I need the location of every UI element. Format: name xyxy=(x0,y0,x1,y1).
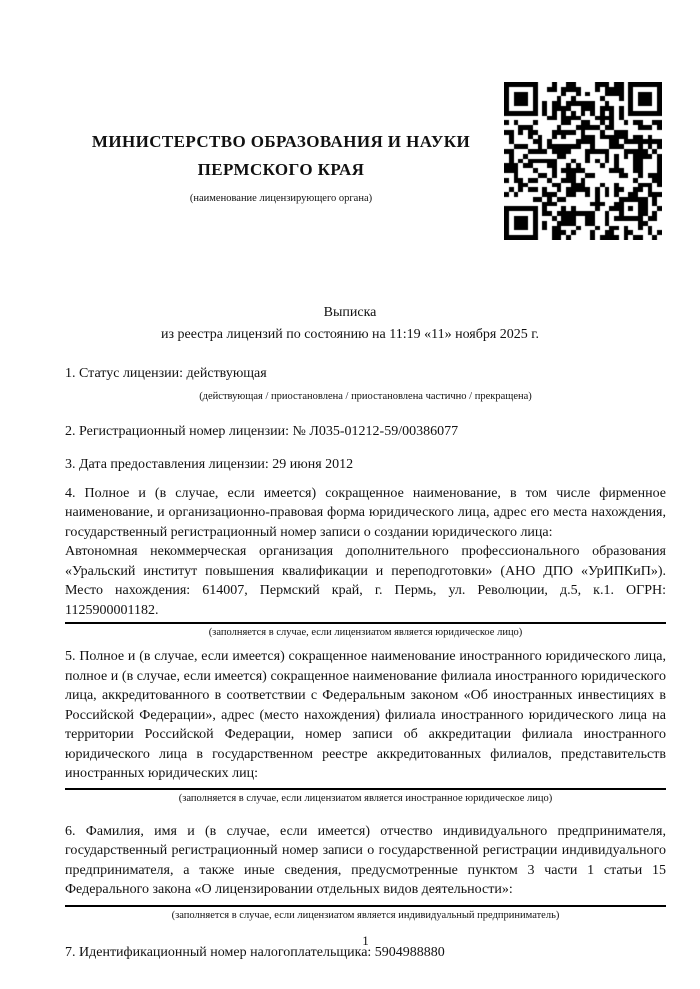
document-title-line1: Выписка xyxy=(323,305,377,320)
document-body xyxy=(0,364,700,962)
document-title-line2: из реестра лицензий по состоянию на 11:19 «11» ноября 2025 г. xyxy=(161,327,539,342)
registration-number-line: 2. Регистрационный номер лицензии: № Л035-01212-59/00386077 xyxy=(65,423,459,439)
page-number: 1 xyxy=(362,933,369,948)
foreign-entity-question: 5. Полное и (в случае, если имеется) сокращенное наименование иностранного юридического лица, полное и (в случае, если имеется) сокращенное наименование филиала иностранного юридического лица, аккредитованного в соответствии с Федеральным законом «Об иностранных инвестициях в Российской Федерации», адрес (место нахождения) филиала иностранного юридического лица на территории Российской Федерации, номер записи об аккредитации филиала иностранного юридического лица в государственном реестре аккредитованных филиалов, представительств иностранных юридических лиц: xyxy=(65,649,666,781)
ministry-caption: (наименование лицензирующего органа) xyxy=(189,193,373,204)
licensing-authority-block xyxy=(65,128,497,205)
document-header xyxy=(0,0,700,240)
individual-entrepreneur-fill-rule xyxy=(65,905,666,907)
foreign-entity-fill-rule xyxy=(65,788,666,790)
ministry-name-line1: МИНИСТЕРСТВО ОБРАЗОВАНИЯ И НАУКИ xyxy=(91,132,471,151)
qr-code-canvas xyxy=(504,82,662,240)
foreign-entity-note: (заполняется в случае, если лицензиатом является иностранное юридическое лицо) xyxy=(178,792,553,804)
ministry-name-line2: ПЕРМСКОГО КРАЯ xyxy=(197,160,365,179)
license-status-line: 1. Статус лицензии: действующая xyxy=(65,366,267,381)
individual-entrepreneur-question: 6. Фамилия, имя и (в случае, если имеется) отчество индивидуального предпринимателя, государственный регистрационный номер записи о государственной регистрации индивидуального предпринимателя, а также иные сведения, предусмотренные пунктом 3 части 1 статьи 15 Федерального закона «О лицензировании отдельных видов деятельности»: xyxy=(65,823,666,897)
legal-entity-fill-rule xyxy=(65,622,666,624)
qr-code xyxy=(504,82,662,240)
taxpayer-id-line: 7. Идентификационный номер налогоплательщика: 5904988880 xyxy=(65,944,445,960)
legal-entity-question: 4. Полное и (в случае, если имеется) сокращенное наименование, в том числе фирменное наименование, и организационно-правовая форма юридического лица, адрес его места нахождения, государственный регистрационный номер записи о создании юридического лица: xyxy=(65,485,666,540)
license-status-options-note: (действующая / приостановлена / приостановлена частично / прекращена) xyxy=(199,390,532,402)
individual-entrepreneur-note: (заполняется в случае, если лицензиатом является индивидуальный предприниматель) xyxy=(171,909,560,921)
grant-date-line: 3. Дата предоставления лицензии: 29 июня 2012 xyxy=(65,457,354,472)
legal-entity-note: (заполняется в случае, если лицензиатом является юридическое лицо) xyxy=(208,627,523,638)
document-title xyxy=(0,302,700,346)
legal-entity-answer: Автономная некоммерческая организация дополнительного профессионального образования «Уральский институт повышения квалификации и переподготовки» (АНО ДПО «УрИПКиП»). Место нахождения: 614007, Пермский край, г. Пермь, ул. Революции, д.5, к.1. ОГРН: 1125900001182. xyxy=(65,544,666,618)
